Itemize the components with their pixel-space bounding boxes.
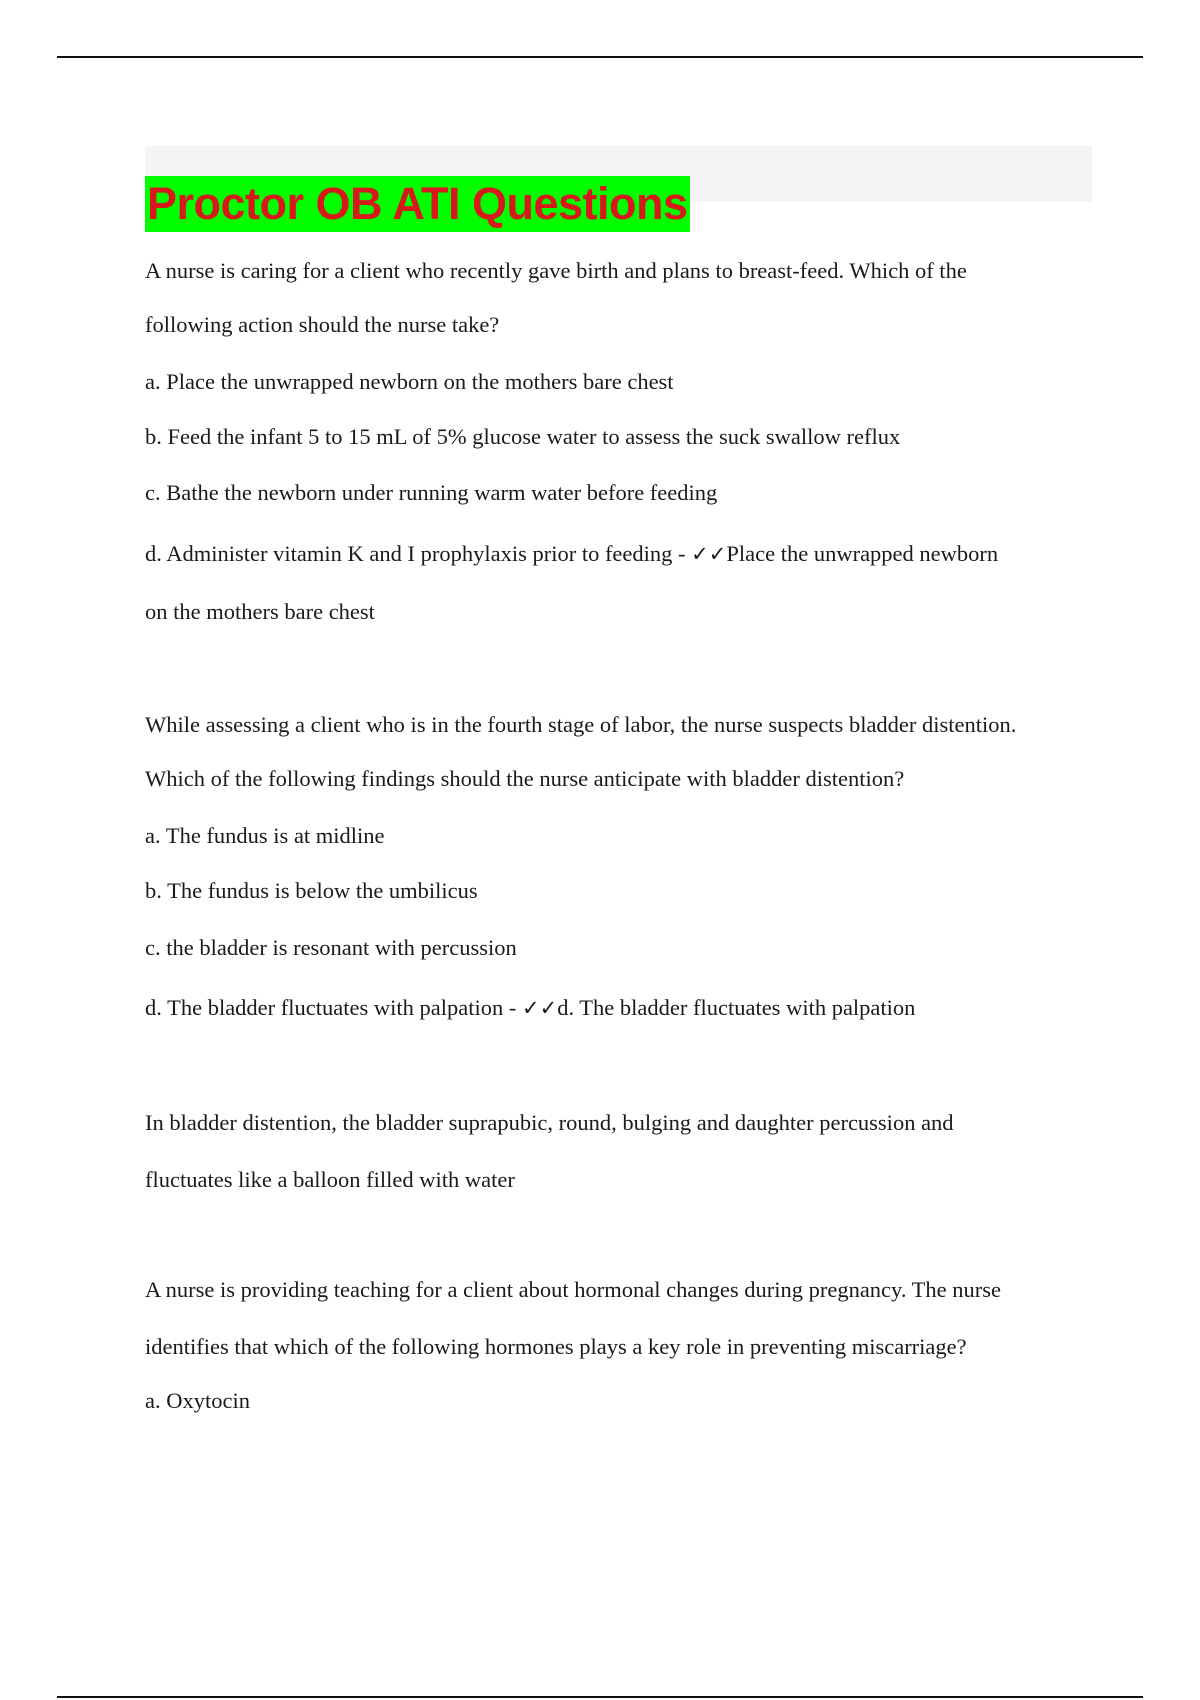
question-1-option-a: a. Place the unwrapped newborn on the mothers bare chest — [145, 369, 674, 394]
question-1-option-c: c. Bathe the newborn under running warm water before feeding — [145, 480, 718, 505]
question-1-line-2: following action should the nurse take? — [145, 312, 500, 337]
question-3-option-a: a. Oxytocin — [145, 1388, 250, 1413]
top-rule — [57, 56, 1143, 58]
rationale-line-1: In bladder distention, the bladder suprapubic, round, bulging and daughter percussion and — [145, 1110, 954, 1135]
option-d-text: d. Administer vitamin K and I prophylaxis prior to feeding - — [145, 541, 692, 566]
question-3-line-1: A nurse is providing teaching for a client about hormonal changes during pregnancy. The nurse — [145, 1277, 1002, 1302]
bottom-rule — [57, 1696, 1143, 1698]
question-1-option-b: b. Feed the infant 5 to 15 mL of 5% glucose water to assess the suck swallow reflux — [145, 424, 901, 449]
question-2-option-c: c. the bladder is resonant with percussion — [145, 935, 517, 960]
question-2-option-a: a. The fundus is at midline — [145, 823, 385, 848]
question-3-line-2: identifies that which of the following hormones plays a key role in preventing miscarriage? — [145, 1334, 967, 1359]
answer-text: d. The bladder fluctuates with palpation — [557, 995, 916, 1020]
question-2-line-2: Which of the following findings should the nurse anticipate with bladder distention? — [145, 766, 905, 791]
answer-text: Place the unwrapped newborn — [726, 541, 999, 566]
option-d-text: d. The bladder fluctuates with palpation - — [145, 995, 522, 1020]
question-1-option-d — [145, 539, 998, 569]
rationale-line-2: fluctuates like a balloon filled with water — [145, 1167, 515, 1192]
check-mark-icon: ✓✓ — [691, 542, 727, 566]
question-2-option-b: b. The fundus is below the umbilicus — [145, 878, 478, 903]
question-1-answer-continued: on the mothers bare chest — [145, 599, 375, 624]
question-2-option-d — [145, 993, 915, 1023]
question-1-line-1: A nurse is caring for a client who recently gave birth and plans to breast-feed. Which of the — [145, 258, 967, 283]
question-2-line-1: While assessing a client who is in the fourth stage of labor, the nurse suspects bladder distention. — [145, 712, 1017, 737]
page-title: Proctor OB ATI Questions — [145, 176, 690, 232]
check-mark-icon: ✓✓ — [521, 996, 558, 1020]
